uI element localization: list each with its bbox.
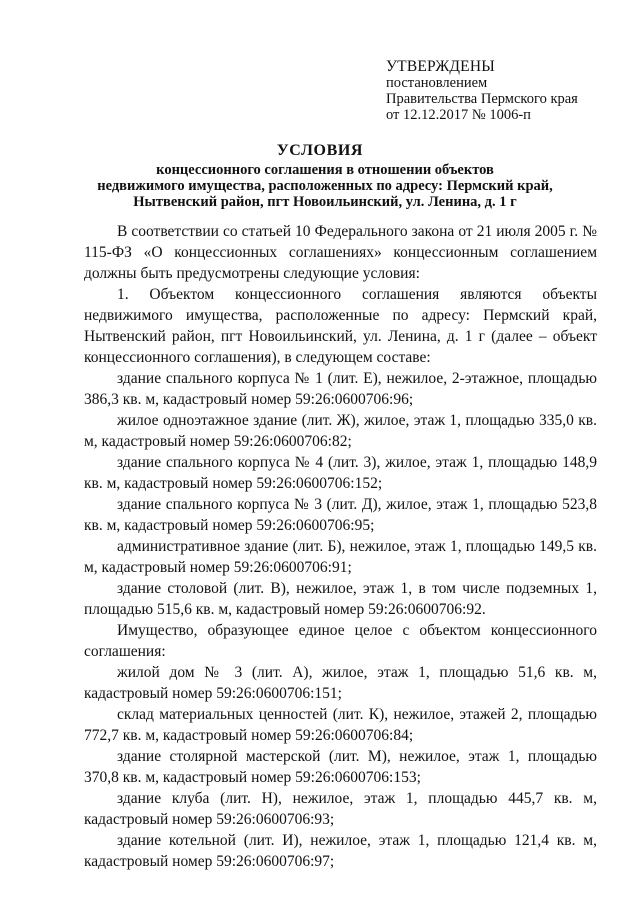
document-title: УСЛОВИЯ — [276, 142, 364, 159]
list-item: здание спального корпуса № 1 (лит. Е), нежилое, 2-этажное, площадью 386,3 кв. м, кадастровый номер 59:26:0600706:96; — [84, 370, 597, 408]
document-body — [84, 221, 597, 872]
paragraph: 1. Объектом концессионного соглашения являются объекты недвижимого имущества, расположенные по адресу: Пермский край, Нытвенский район, пгт Новоильинский, ул. Ленина, д. 1 г (далее – объект концессионного соглашения), в следующем составе: — [84, 286, 597, 366]
approval-heading: УТВЕРЖДЕНЫ — [386, 58, 495, 75]
subtitle-line: Нытвенский район, пгт Новоильинский, ул. Ленина, д. 1 г — [133, 194, 517, 210]
list-item: здание спального корпуса № 4 (лит. 3), жилое, этаж 1, площадью 148,9 кв. м, кадастровый номер 59:26:0600706:152; — [84, 454, 597, 492]
list-item: здание столярной мастерской (лит. М), нежилое, этаж 1, площадью 370,8 кв. м, кадастровый номер 59:26:0600706:153; — [84, 748, 597, 786]
list-item: здание спального корпуса № 3 (лит. Д), жилое, этаж 1, площадью 523,8 кв. м, кадастровый номер 59:26:0600706:95; — [84, 496, 597, 534]
approval-stamp — [386, 59, 626, 123]
paragraph: Имущество, образующее единое целое с объектом концессионного соглашения: — [84, 622, 597, 660]
list-item: здание котельной (лит. И), нежилое, этаж 1, площадью 121,4 кв. м, кадастровый номер 59:26:0600706:97; — [84, 832, 597, 870]
approval-line: Правительства Пермского края — [386, 91, 578, 107]
list-item: жилой дом № 3 (лит. А), жилое, этаж 1, площадью 51,6 кв. м, кадастровый номер 59:26:0600706:151; — [84, 664, 597, 702]
subtitle-line: концессионного соглашения в отношении объектов — [156, 162, 494, 178]
document-subtitle — [85, 162, 565, 210]
list-item: административное здание (лит. Б), нежилое, этаж 1, площадью 149,5 кв. м, кадастровый номер 59:26:0600706:91; — [84, 538, 597, 576]
approval-line: постановлением — [386, 75, 488, 91]
list-item: здание клуба (лит. Н), нежилое, этаж 1, площадью 445,7 кв. м, кадастровый номер 59:26:0600706:93; — [84, 790, 597, 828]
paragraph: В соответствии со статьей 10 Федерального закона от 21 июля 2005 г. № 115-ФЗ «О концессионных соглашениях» концессионным соглашением должны быть предусмотрены следующие условия: — [84, 223, 597, 282]
approval-line: от 12.12.2017 № 1006-п — [386, 107, 531, 123]
list-item: склад материальных ценностей (лит. К), нежилое, этажей 2, площадью 772,7 кв. м, кадастровый номер 59:26:0600706:84; — [84, 706, 597, 744]
subtitle-line: недвижимого имущества, расположенных по адресу: Пермский край, — [97, 178, 553, 194]
list-item: жилое одноэтажное здание (лит. Ж), жилое, этаж 1, площадью 335,0 кв. м, кадастровый номер 59:26:0600706:82; — [84, 412, 597, 450]
list-item: здание столовой (лит. В), нежилое, этаж 1, в том числе подземных 1, площадью 515,6 кв. м, кадастровый номер 59:26:0600706:92. — [84, 580, 597, 618]
